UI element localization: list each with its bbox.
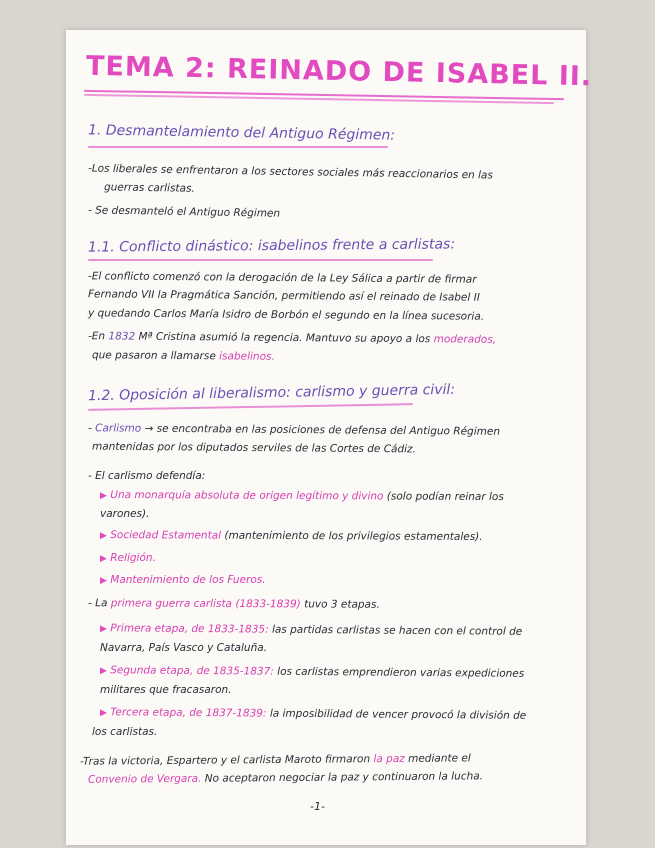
etapa-2-highlight: Segunda etapa, de 1835-1837: xyxy=(110,664,274,678)
s12-text-3 xyxy=(88,597,380,611)
la-paz-highlight: la paz xyxy=(373,752,405,766)
triangle-bullet-icon: ▶ xyxy=(99,666,107,677)
isabelinos-highlight: isabelinos. xyxy=(219,350,275,363)
page-number: -1- xyxy=(310,800,325,813)
bullet-2 xyxy=(100,529,483,543)
s1-text-1b: guerras carlistas. xyxy=(103,181,195,195)
primera-guerra-highlight: primera guerra carlista (1833-1839) xyxy=(110,597,301,611)
etapa-2 xyxy=(100,664,524,680)
carlismo-highlight: Carlismo xyxy=(95,422,142,435)
bullet-3 xyxy=(100,552,156,564)
moderados-highlight: moderados, xyxy=(433,333,497,346)
triangle-bullet-icon: ▶ xyxy=(99,624,107,635)
bullet-2-highlight: Sociedad Estamental xyxy=(110,529,222,542)
triangle-bullet-icon: ▶ xyxy=(99,490,107,501)
bullet-1 xyxy=(100,489,504,503)
s12-text-1a: - Carlismo → se encontraba en las posiciones de defensa del Antiguo Régimen xyxy=(87,422,501,438)
s11-text-2b xyxy=(92,349,275,363)
s1-text-2: - Se desmanteló el Antiguo Régimen xyxy=(87,204,281,220)
s11-text-1a: -El conflicto comenzó con la derogación de la Ley Sálica a partir de firmar xyxy=(87,270,477,286)
year-1832: 1832 xyxy=(108,330,136,343)
etapa-2-rest: los carlistas emprendieron varias expediciones xyxy=(277,665,525,680)
s11-text-1c: y quedando Carlos María Isidro de Borbón el segundo en la línea sucesoria. xyxy=(87,307,485,323)
s12-text-4b-rest: No aceptaron negociar la paz y continuaron la lucha. xyxy=(204,770,484,785)
triangle-bullet-icon: ▶ xyxy=(100,576,107,586)
bullet-2-rest: (mantenimiento de los privilegios estamentales). xyxy=(224,529,483,544)
section-1-2-underline xyxy=(88,403,413,410)
etapa-1b: Navarra, País Vasco y Cataluña. xyxy=(100,642,267,654)
section-1-1-underline xyxy=(88,259,433,261)
triangle-bullet-icon: ▶ xyxy=(99,530,107,542)
etapa-3b: los carlistas. xyxy=(92,726,158,738)
etapa-1-highlight: Primera etapa, de 1833-1835: xyxy=(110,622,269,636)
bullet-4 xyxy=(100,574,266,586)
s12-text-1a-rest: se encontraba en las posiciones de defensa del Antiguo Régimen xyxy=(156,422,501,438)
s11-text-2a-pre: -En xyxy=(87,330,106,343)
etapa-3-highlight: Tercera etapa, de 1837-1839: xyxy=(110,706,267,720)
s11-text-2b-pre: que pasaron a llamarse xyxy=(91,349,216,363)
s11-text-1b: Fernando VII la Pragmática Sanción, permitiendo así el reinado de Isabel II xyxy=(87,288,480,304)
convenio-highlight: Convenio de Vergara. xyxy=(87,772,202,786)
s1-text-1a: -Los liberales se enfrentaron a los sectores sociales más reaccionarios en las xyxy=(87,162,493,182)
s12-text-1b: mantenidas por los diputados serviles de las Cortes de Cádiz. xyxy=(91,440,416,456)
etapa-1 xyxy=(100,622,522,638)
s12-text-3-pre: - La xyxy=(87,597,108,610)
arrow-icon: → xyxy=(144,422,154,435)
bullet-3-highlight: Religión. xyxy=(110,552,156,564)
s12-text-4b xyxy=(88,770,483,785)
notebook-page xyxy=(66,30,593,845)
section-1-1-heading: 1.1. Conflicto dinástico: isabelinos frente a carlistas: xyxy=(87,236,456,256)
bullet-1-highlight: Una monarquía absoluta de origen legítimo y divino xyxy=(110,488,384,503)
etapa-2b: militares que fracasaron. xyxy=(100,684,232,696)
s12-text-4a-pre: -Tras la victoria, Espartero y el carlista Maroto firmaron xyxy=(79,753,371,768)
bullet-1b: varones). xyxy=(100,508,150,520)
section-1-underline xyxy=(88,146,388,148)
bullet-4-highlight: Mantenimiento de los Fueros. xyxy=(110,574,266,586)
triangle-bullet-icon: ▶ xyxy=(99,708,107,719)
s12-text-4a xyxy=(80,752,471,767)
bullet-1-rest: (solo podían reinar los xyxy=(386,490,504,504)
etapa-3 xyxy=(100,706,526,722)
section-1-2-heading: 1.2. Oposición al liberalismo: carlismo y guerra civil: xyxy=(87,381,456,405)
s11-text-2a xyxy=(88,330,496,346)
triangle-bullet-icon: ▶ xyxy=(100,554,107,564)
etapa-1-rest: las partidas carlistas se hacen con el control de xyxy=(271,623,523,638)
page-title: TEMA 2: REINADO DE ISABEL II. xyxy=(85,50,593,93)
s11-text-2a-mid: Mª Cristina asumió la regencia. Mantuvo su apoyo a los xyxy=(138,330,431,346)
etapa-3-rest: la imposibilidad de vencer provocó la división de xyxy=(269,707,527,722)
s12-text-2: - El carlismo defendía: xyxy=(88,470,206,482)
s12-text-4a-rest: mediante el xyxy=(408,752,471,765)
s12-text-3-rest: tuvo 3 etapas. xyxy=(304,598,380,611)
section-1-heading: 1. Desmantelamiento del Antiguo Régimen: xyxy=(87,122,396,144)
